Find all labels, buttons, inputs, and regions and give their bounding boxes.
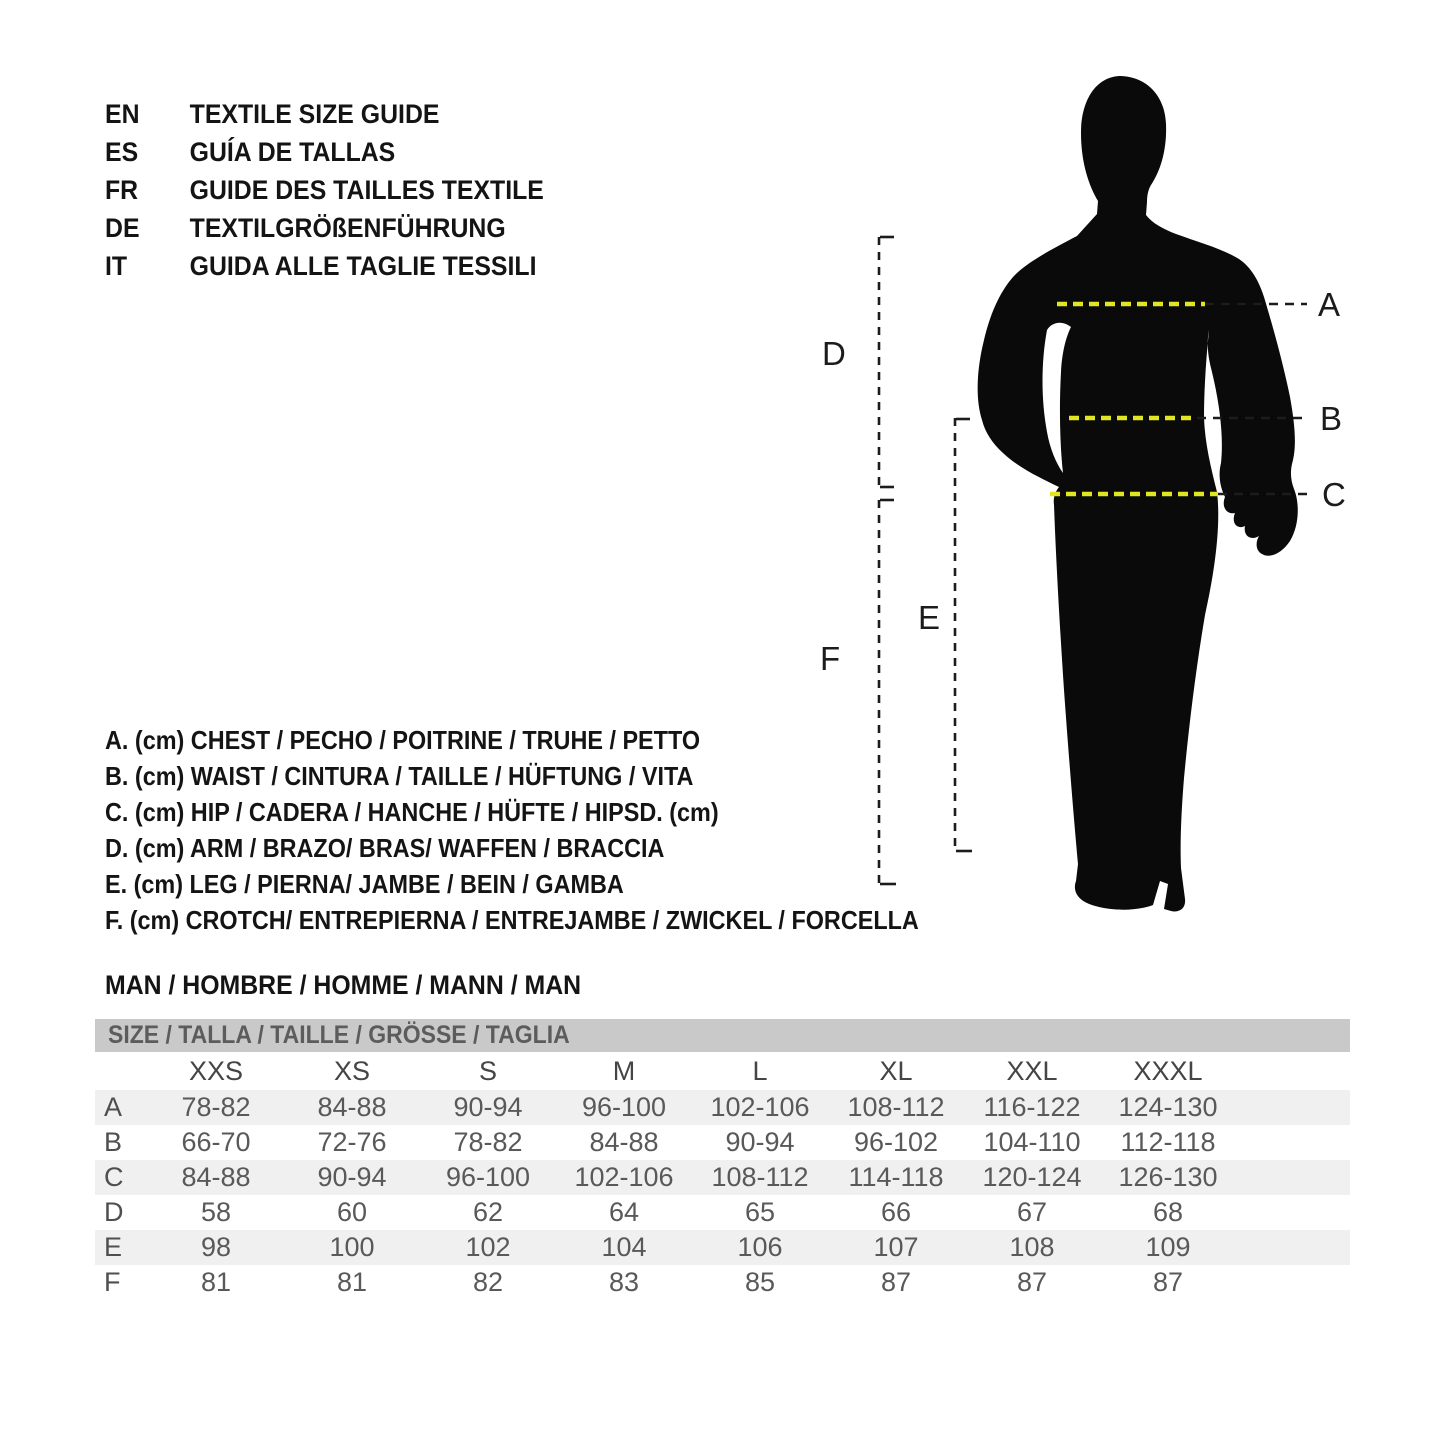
- size-column-header: XXL: [1006, 1055, 1058, 1086]
- size-row-filler: [1236, 1160, 1350, 1195]
- size-column-header: XL: [879, 1055, 913, 1086]
- size-value-cell: 120-124: [982, 1162, 1082, 1192]
- size-value-cell: 87: [1016, 1267, 1048, 1297]
- language-code: ES: [105, 136, 139, 167]
- size-row-key: C: [104, 1162, 124, 1192]
- size-table: [95, 1052, 1350, 1300]
- size-column-header: M: [612, 1055, 636, 1086]
- language-row: [105, 95, 544, 133]
- size-value-cell: 62: [472, 1197, 504, 1227]
- size-value-cell: 102: [465, 1232, 511, 1262]
- size-value-cell: 124-130: [1118, 1092, 1218, 1122]
- size-table-row: [95, 1160, 1350, 1195]
- size-value-cell: 102-106: [710, 1092, 810, 1122]
- size-value-cell: 64: [608, 1197, 640, 1227]
- size-value-cell: 81: [200, 1267, 232, 1297]
- size-row-key: F: [104, 1267, 121, 1297]
- size-value-cell: 85: [744, 1267, 776, 1297]
- measurement-legend-row: E. (cm) LEG / PIERNA/ JAMBE / BEIN / GAMBA: [105, 868, 624, 899]
- size-value-cell: 78-82: [181, 1092, 251, 1122]
- size-value-cell: 102-106: [574, 1162, 674, 1192]
- language-code: EN: [105, 98, 140, 129]
- language-row: [105, 171, 544, 209]
- measurement-legend-list: [105, 722, 1009, 938]
- size-table-row: [95, 1125, 1350, 1160]
- size-column-filler: [1236, 1052, 1350, 1090]
- size-value-cell: 116-122: [983, 1092, 1081, 1122]
- figure-label-hip: C: [1322, 476, 1346, 513]
- size-value-cell: 108-112: [711, 1162, 809, 1192]
- size-row-filler: [1236, 1090, 1350, 1125]
- figure-label-waist: B: [1320, 400, 1343, 437]
- size-column-header: XXS: [188, 1055, 244, 1086]
- figure-label-crotch: F: [820, 640, 841, 677]
- language-row: [105, 247, 544, 285]
- size-value-cell: 78-82: [453, 1127, 523, 1157]
- size-row-filler: [1236, 1195, 1350, 1230]
- size-value-cell: 126-130: [1118, 1162, 1218, 1192]
- size-value-cell: 66: [880, 1197, 912, 1227]
- size-row-key: A: [104, 1092, 123, 1122]
- size-value-cell: 90-94: [725, 1127, 795, 1157]
- measurement-legend-row: C. (cm) HIP / CADERA / HANCHE / HÜFTE / HIPSD. (cm): [105, 796, 719, 827]
- size-value-cell: 96-102: [853, 1127, 939, 1157]
- size-value-cell: 96-100: [445, 1162, 531, 1192]
- size-columns-row: [95, 1052, 1350, 1090]
- language-row: [105, 133, 544, 171]
- size-value-cell: 87: [880, 1267, 912, 1297]
- language-title: TEXTILE SIZE GUIDE: [189, 98, 440, 129]
- size-value-cell: 60: [336, 1197, 368, 1227]
- size-table-block: [95, 1019, 1350, 1300]
- size-row-key: B: [104, 1127, 123, 1157]
- size-column-header: XS: [333, 1055, 371, 1086]
- language-title-list: [105, 95, 582, 285]
- size-value-cell: 72-76: [317, 1127, 387, 1157]
- size-table-header-label: SIZE / TALLA / TAILLE / GRÖSSE / TAGLIA: [108, 1021, 570, 1049]
- language-title: TEXTILGRÖßENFÜHRUNG: [189, 212, 506, 243]
- size-value-cell: 66-70: [181, 1127, 251, 1157]
- size-column-header: XXXL: [1133, 1055, 1203, 1086]
- size-value-cell: 108-112: [847, 1092, 945, 1122]
- size-value-cell: 67: [1016, 1197, 1048, 1227]
- size-row-key: D: [104, 1197, 124, 1227]
- measurement-legend-row: A. (cm) CHEST / PECHO / POITRINE / TRUHE / PETTO: [105, 724, 701, 755]
- language-title: GUIDA ALLE TAGLIE TESSILI: [189, 250, 537, 281]
- size-table-row: [95, 1265, 1350, 1300]
- size-value-cell: 100: [329, 1232, 375, 1262]
- size-value-cell: 90-94: [453, 1092, 523, 1122]
- measurement-legend-row: B. (cm) WAIST / CINTURA / TAILLE / HÜFTUNG / VITA: [105, 760, 694, 791]
- gender-line: MAN / HOMBRE / HOMME / MANN / MAN: [105, 969, 582, 1000]
- size-table-row: [95, 1230, 1350, 1265]
- size-value-cell: 81: [336, 1267, 368, 1297]
- language-title: GUIDE DES TAILLES TEXTILE: [189, 174, 544, 205]
- size-value-cell: 112-118: [1120, 1127, 1216, 1157]
- size-value-cell: 84-88: [181, 1162, 251, 1192]
- size-value-cell: 109: [1145, 1232, 1191, 1262]
- size-value-cell: 96-100: [581, 1092, 667, 1122]
- size-value-cell: 87: [1152, 1267, 1184, 1297]
- size-value-cell: 68: [1152, 1197, 1184, 1227]
- figure-label-chest: A: [1318, 286, 1341, 323]
- size-value-cell: 104-110: [983, 1127, 1081, 1157]
- figure-label-arm: D: [822, 335, 846, 372]
- size-value-cell: 106: [737, 1232, 783, 1262]
- measurement-legend-row: D. (cm) ARM / BRAZO/ BRAS/ WAFFEN / BRACCIA: [105, 832, 665, 863]
- size-value-cell: 84-88: [589, 1127, 659, 1157]
- language-code: FR: [105, 174, 139, 205]
- size-row-filler: [1236, 1230, 1350, 1265]
- size-value-cell: 83: [608, 1267, 640, 1297]
- size-value-cell: 107: [873, 1232, 919, 1262]
- language-code: DE: [105, 212, 140, 243]
- size-column-header: S: [478, 1055, 497, 1086]
- size-value-cell: 65: [744, 1197, 776, 1227]
- size-value-cell: 82: [472, 1267, 504, 1297]
- size-table-row: [95, 1195, 1350, 1230]
- size-column-header: L: [752, 1055, 768, 1086]
- language-code: IT: [105, 250, 128, 281]
- size-value-cell: 98: [200, 1232, 232, 1262]
- size-table-body: [95, 1090, 1350, 1300]
- size-row-filler: [1236, 1265, 1350, 1300]
- size-row-filler: [1236, 1125, 1350, 1160]
- size-value-cell: 114-118: [848, 1162, 944, 1192]
- size-value-cell: 104: [601, 1232, 647, 1262]
- size-table-head: [95, 1052, 1350, 1090]
- size-table-header-bar: [95, 1019, 1350, 1052]
- size-column-spacer: [95, 1052, 148, 1090]
- size-value-cell: 58: [200, 1197, 232, 1227]
- language-title: GUÍA DE TALLAS: [189, 136, 396, 167]
- size-row-key: E: [104, 1232, 123, 1262]
- size-value-cell: 84-88: [317, 1092, 387, 1122]
- figure-label-leg: E: [918, 599, 941, 636]
- measurement-legend-row: F. (cm) CROTCH/ ENTREPIERNA / ENTREJAMBE / ZWICKEL / FORCELLA: [105, 904, 919, 935]
- size-value-cell: 108: [1009, 1232, 1055, 1262]
- size-table-row: [95, 1090, 1350, 1125]
- size-value-cell: 90-94: [317, 1162, 387, 1192]
- language-row: [105, 209, 544, 247]
